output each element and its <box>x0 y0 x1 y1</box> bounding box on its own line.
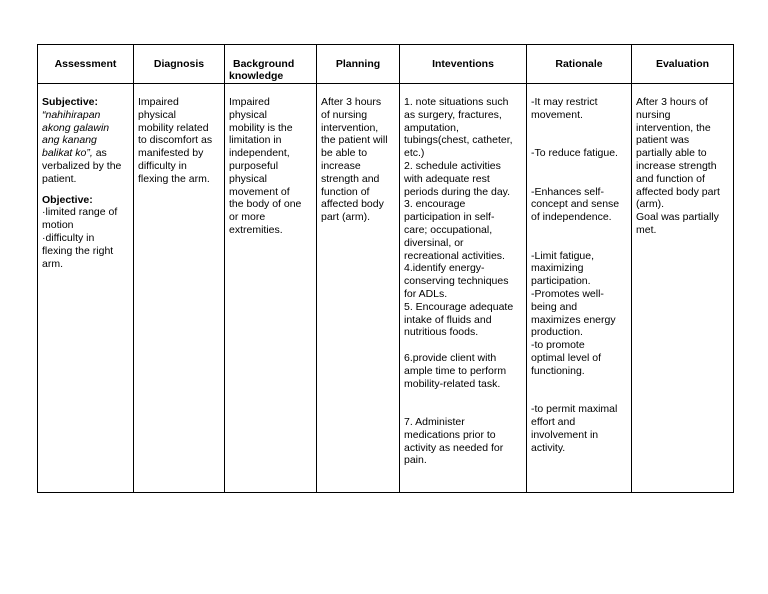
intervention-line: medications prior to <box>404 428 496 441</box>
planning-line: strength and <box>321 172 380 185</box>
evaluation-line: increase strength <box>636 159 717 172</box>
header-evaluation: Evaluation <box>632 45 734 84</box>
objective-text-line: ·limited range of <box>42 206 118 219</box>
rationale-line: -To reduce fatigue. <box>531 147 618 160</box>
intervention-line: nutritious foods. <box>404 326 479 339</box>
diagnosis-line: difficulty in <box>138 159 187 172</box>
evaluation-line: nursing <box>636 108 671 121</box>
evaluation-line: patient was <box>636 134 690 147</box>
intervention-line: 1. note situations such <box>404 96 509 108</box>
planning-line: intervention, <box>321 121 379 134</box>
subjective-quote-line: akong galawin <box>42 121 110 134</box>
header-rationale: Rationale <box>527 45 632 84</box>
intervention-item-4 <box>404 262 522 300</box>
diagnosis-line: to discomfort as <box>138 134 213 147</box>
header-planning: Planning <box>317 45 400 84</box>
rationale-cell <box>527 84 632 493</box>
rationale-line: -to promote <box>531 339 585 352</box>
rationale-item-5 <box>531 288 627 339</box>
planning-line: the patient will <box>321 134 388 147</box>
intervention-line: conserving techniques <box>404 275 509 288</box>
intervention-line: recreational activities. <box>404 249 505 262</box>
planning-line: affected body <box>321 198 384 211</box>
subjective-text-line: patient. <box>42 172 77 185</box>
evaluation-line: met. <box>636 223 657 236</box>
evaluation-line: Goal was partially <box>636 211 719 224</box>
planning-line: be able to <box>321 147 368 160</box>
background-line: extremities. <box>229 223 283 236</box>
subjective-quote-line: “nahihirapan <box>42 108 101 121</box>
intervention-line: participation in self- <box>404 211 495 224</box>
objective-text-line: flexing the right <box>42 244 114 257</box>
intervention-line: intake of fluids and <box>404 313 492 326</box>
intervention-line: amputation, <box>404 121 459 134</box>
rationale-item-6 <box>531 339 627 377</box>
planning-cell <box>317 84 400 493</box>
rationale-line: involvement in <box>531 428 599 441</box>
rationale-item-1 <box>531 96 627 122</box>
background-line: physical <box>229 108 267 121</box>
subjective-text-line: verbalized by the <box>42 159 122 172</box>
subjective-label: Subjective: <box>42 96 99 108</box>
background-line: the body of one <box>229 198 302 211</box>
interventions-cell <box>400 84 527 493</box>
diagnosis-line: physical <box>138 108 176 121</box>
assessment-cell <box>38 84 134 493</box>
rationale-line: being and <box>531 300 578 313</box>
header-diagnosis: Diagnosis <box>134 45 225 84</box>
intervention-line: 6.provide client with <box>404 351 497 364</box>
planning-line: of nursing <box>321 108 368 121</box>
rationale-item-4 <box>531 250 627 288</box>
planning-line: After 3 hours <box>321 96 382 108</box>
evaluation-cell <box>632 84 734 493</box>
rationale-line: of independence. <box>531 211 612 224</box>
rationale-line: -It may restrict <box>531 96 598 108</box>
rationale-line: -to permit maximal <box>531 403 618 416</box>
diagnosis-line: mobility related <box>138 121 209 134</box>
intervention-line: 3. encourage <box>404 198 466 211</box>
intervention-line: diversinal, or <box>404 236 464 249</box>
intervention-line: etc.) <box>404 147 425 160</box>
rationale-line: maximizes energy <box>531 313 616 326</box>
background-line: physical <box>229 172 267 185</box>
intervention-line: 5. Encourage adequate <box>404 300 514 313</box>
rationale-line: -Enhances self- <box>531 185 604 198</box>
evaluation-line: intervention, the <box>636 121 711 134</box>
intervention-line: pain. <box>404 454 427 467</box>
intervention-line: 4.identify energy- <box>404 262 485 275</box>
nursing-care-plan-table <box>37 44 734 493</box>
evaluation-line: and function of <box>636 172 705 185</box>
diagnosis-line: Impaired <box>138 96 179 108</box>
intervention-line: care; occupational, <box>404 223 493 236</box>
body-row <box>38 84 734 493</box>
background-line: Impaired <box>229 96 270 108</box>
intervention-line: tubings(chest, catheter, <box>404 134 513 147</box>
rationale-line: activity. <box>531 441 566 454</box>
background-line: purposeful <box>229 159 279 172</box>
intervention-item-3 <box>404 198 522 262</box>
header-background-knowledge: Background knowledge <box>225 45 317 84</box>
intervention-line: mobility-related task. <box>404 377 501 390</box>
rationale-item-3 <box>531 186 627 224</box>
rationale-line: optimal level of <box>531 351 602 364</box>
header-row <box>38 45 734 84</box>
objective-text-line: ·difficulty in <box>42 231 95 244</box>
background-line: independent, <box>229 147 290 160</box>
background-line: movement of <box>229 185 290 198</box>
rationale-line: maximizing <box>531 262 584 275</box>
background-line: limitation in <box>229 134 282 147</box>
objective-text-line: motion <box>42 219 74 232</box>
background-line: mobility is the <box>229 121 293 134</box>
rationale-line: movement. <box>531 108 583 121</box>
evaluation-line: affected body part <box>636 185 720 198</box>
header-assessment: Assessment <box>38 45 134 84</box>
intervention-item-2 <box>404 160 522 198</box>
rationale-item-7 <box>531 403 627 454</box>
intervention-line: ample time to perform <box>404 364 507 377</box>
evaluation-line: partially able to <box>636 147 707 160</box>
planning-line: function of <box>321 185 370 198</box>
evaluation-line: After 3 hours of <box>636 96 708 108</box>
intervention-item-1 <box>404 96 522 160</box>
rationale-line: functioning. <box>531 364 585 377</box>
rationale-line: participation. <box>531 275 591 288</box>
intervention-line: 7. Administer <box>404 415 465 428</box>
intervention-line: with adequate rest <box>404 172 490 185</box>
background-line: or more <box>229 211 266 224</box>
intervention-line: as surgery, fractures, <box>404 108 502 121</box>
objective-label: Objective: <box>42 193 93 206</box>
intervention-line: for ADLs. <box>404 287 448 300</box>
diagnosis-cell <box>134 84 225 493</box>
rationale-line: -Limit fatigue, <box>531 249 595 262</box>
intervention-item-6 <box>404 352 522 390</box>
diagnosis-line: flexing the arm. <box>138 172 210 185</box>
rationale-line: production. <box>531 326 583 339</box>
rationale-line: effort and <box>531 415 576 428</box>
intervention-line: 2. schedule activities <box>404 159 501 172</box>
planning-line: part (arm). <box>321 211 371 224</box>
planning-line: increase <box>321 159 361 172</box>
rationale-item-2 <box>531 147 627 160</box>
diagnosis-line: manifested by <box>138 147 204 160</box>
intervention-line: activity as needed for <box>404 441 504 454</box>
subjective-quote-line: balikat ko”, as <box>42 147 107 160</box>
rationale-line: concept and sense <box>531 198 620 211</box>
rationale-line: -Promotes well- <box>531 287 604 300</box>
objective-text-line: arm. <box>42 257 63 270</box>
subjective-quote-line: ang kanang <box>42 134 97 147</box>
intervention-line: periods during the day. <box>404 185 511 198</box>
intervention-item-7 <box>404 416 522 467</box>
background-cell <box>225 84 317 493</box>
evaluation-line: (arm). <box>636 198 664 211</box>
intervention-item-5 <box>404 301 522 339</box>
header-interventions: Inteventions <box>400 45 527 84</box>
